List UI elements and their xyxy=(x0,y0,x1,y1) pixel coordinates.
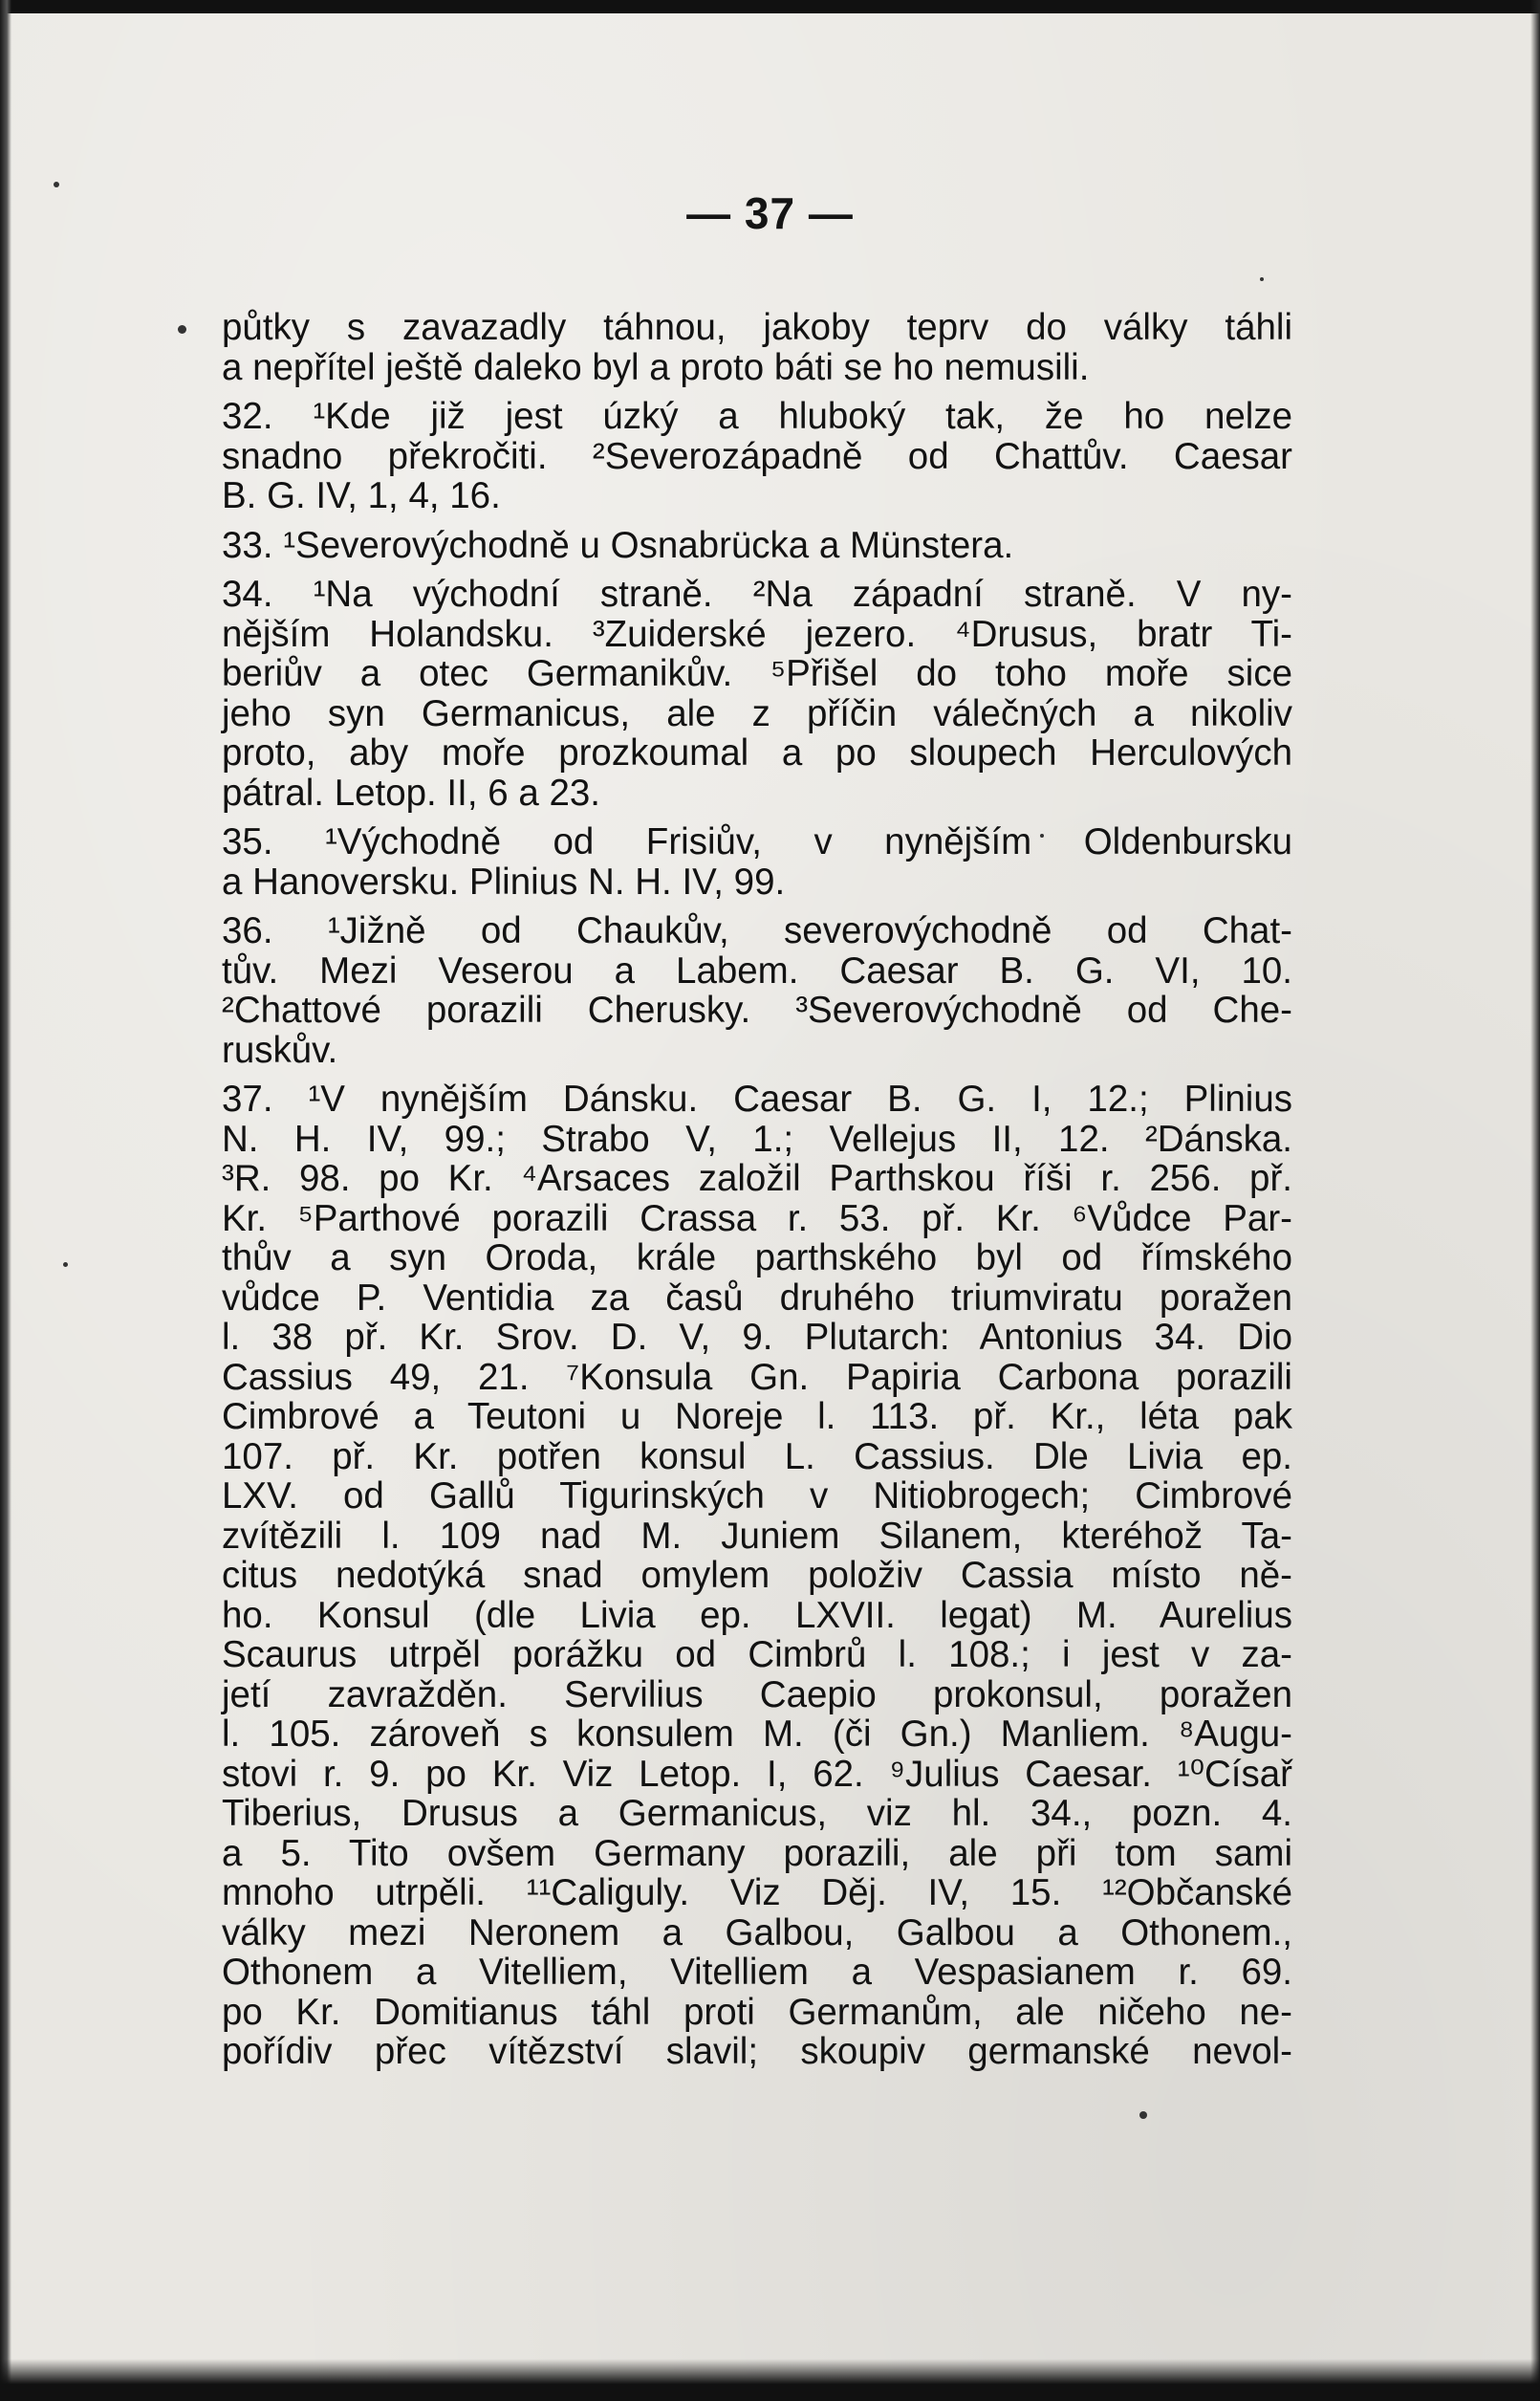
text-line: Scaurus utrpěl porážku od Cimbrů l. 108.; i jest v za- xyxy=(222,1634,1292,1675)
ink-speck xyxy=(1139,2111,1147,2119)
text-line: a nepřítel ještě daleko byl a proto báti se ho nemusili. xyxy=(222,346,1090,388)
text-line: ²Chattové porazili Cherusky. ³Severovýchodně od Che- xyxy=(222,990,1292,1031)
text-line: ruskův. xyxy=(222,1029,338,1071)
text-line: snadno překročiti. ²Severozápadně od Chattův. Caesar xyxy=(222,435,1292,477)
text-line: Cassius 49, 21. ⁷Konsula Gn. Papiria Carbona porazili xyxy=(222,1356,1292,1398)
text-line: Cimbrové a Teutoni u Noreje l. 113. př. Kr., léta pak xyxy=(222,1396,1292,1437)
text-line: nějším Holandsku. ³Zuiderské jezero. ⁴Drusus, bratr Ti- xyxy=(222,613,1292,655)
text-line: zvítězili l. 109 nad M. Juniem Silanem, kteréhož Ta- xyxy=(222,1515,1292,1557)
scan-edge-bottom xyxy=(0,2359,1540,2401)
text-line: a Hanoversku. Plinius N. H. IV, 99. xyxy=(222,861,786,903)
text-line: jeho syn Germanicus, ale z příčin válečných a nikoliv xyxy=(222,692,1292,734)
footnote-start-line: 32. ¹Kde již jest úzký a hluboký tak, že ho nelze xyxy=(222,396,1292,437)
text-line: proto, aby moře prozkoumal a po sloupech Herculových xyxy=(222,732,1292,774)
scan-edge-top xyxy=(0,0,1540,13)
text-line: ³R. 98. po Kr. ⁴Arsaces založil Parthskou říši r. 256. př. xyxy=(222,1158,1292,1199)
text-line: citus nedotýká snad omylem položiv Cassia místo ně- xyxy=(222,1555,1292,1596)
text-line: LXV. od Gallů Tigurinských v Nitiobrogech; Cimbrové xyxy=(222,1475,1292,1517)
text-line: l. 38 př. Kr. Srov. D. V, 9. Plutarch: Antonius 34. Dio xyxy=(222,1317,1292,1358)
ink-speck xyxy=(178,325,186,334)
text-line: jetí zavražděn. Servilius Caepio prokonsul, poražen xyxy=(222,1673,1292,1715)
text-line: pátral. Letop. II, 6 a 23. xyxy=(222,772,600,814)
text-line: B. G. IV, 1, 4, 16. xyxy=(222,475,501,516)
ink-speck xyxy=(1260,277,1264,281)
text-line: Othonem a Vitelliem, Vitelliem a Vespasianem r. 69. xyxy=(222,1952,1292,1993)
ink-speck xyxy=(63,1262,68,1267)
scan-edge-right xyxy=(1530,0,1540,2401)
text-line: stovi r. 9. po Kr. Viz Letop. I, 62. ⁹Julius Caesar. ¹⁰Císař xyxy=(222,1753,1292,1795)
footnote-start-line: 35. ¹Východně od Frisiův, v nynějším Oldenbursku xyxy=(222,821,1292,862)
text-line: ho. Konsul (dle Livia ep. LXVII. legat) M. Aurelius xyxy=(222,1594,1292,1636)
footnotes-text-block xyxy=(222,308,1292,2072)
text-line: l. 105. zároveň s konsulem M. (či Gn.) Manliem. ⁸Augu- xyxy=(222,1713,1292,1755)
text-line: Kr. ⁵Parthové porazili Crassa r. 53. př. Kr. ⁶Vůdce Par- xyxy=(222,1197,1292,1239)
footnote-start-line: 36. ¹Jižně od Chaukův, severovýchodně od Chat- xyxy=(222,910,1292,951)
text-line: pořídiv přec vítězství slavil; skoupiv germanské nevol- xyxy=(222,2031,1292,2072)
text-line: mnoho utrpěli. ¹¹Caliguly. Viz Děj. IV, 15. ¹²Občanské xyxy=(222,1872,1292,1913)
footnote-start-line: 33. ¹Severovýchodně u Osnabrücka a Münstera. xyxy=(222,524,1014,566)
text-line: po Kr. Domitianus táhl proti Germanům, ale ničeho ne- xyxy=(222,1991,1292,2033)
page-number: — 37 — xyxy=(686,188,854,238)
scan-edge-left xyxy=(0,0,11,2401)
text-line: tův. Mezi Veserou a Labem. Caesar B. G. VI, 10. xyxy=(222,949,1292,992)
footnote-start-line: 34. ¹Na východní straně. ²Na západní straně. V ny- xyxy=(222,574,1292,615)
text-line: 107. př. Kr. potřen konsul L. Cassius. Dle Livia ep. xyxy=(222,1435,1292,1477)
footnote-start-line: 37. ¹V nynějším Dánsku. Caesar B. G. I, 12.; Plinius xyxy=(222,1079,1292,1120)
text-line: války mezi Neronem a Galbou, Galbou a Othonem., xyxy=(222,1911,1292,1954)
text-line: thův a syn Oroda, krále parthského byl od římského xyxy=(222,1237,1292,1278)
text-line: beriův a otec Germanikův. ⁵Přišel do toho moře sice xyxy=(222,653,1292,694)
text-line: Tiberius, Drusus a Germanicus, viz hl. 34., pozn. 4. xyxy=(222,1793,1292,1834)
text-line: půtky s zavazadly táhnou, jakoby teprv do války táhli xyxy=(222,307,1292,348)
text-line: a 5. Tito ovšem Germany porazili, ale při tom sami xyxy=(222,1832,1292,1874)
text-line: N. H. IV, 99.; Strabo V, 1.; Vellejus II, 12. ²Dánska. xyxy=(222,1118,1292,1160)
text-line: vůdce P. Ventidia za časů druhého triumviratu poražen xyxy=(222,1277,1292,1319)
